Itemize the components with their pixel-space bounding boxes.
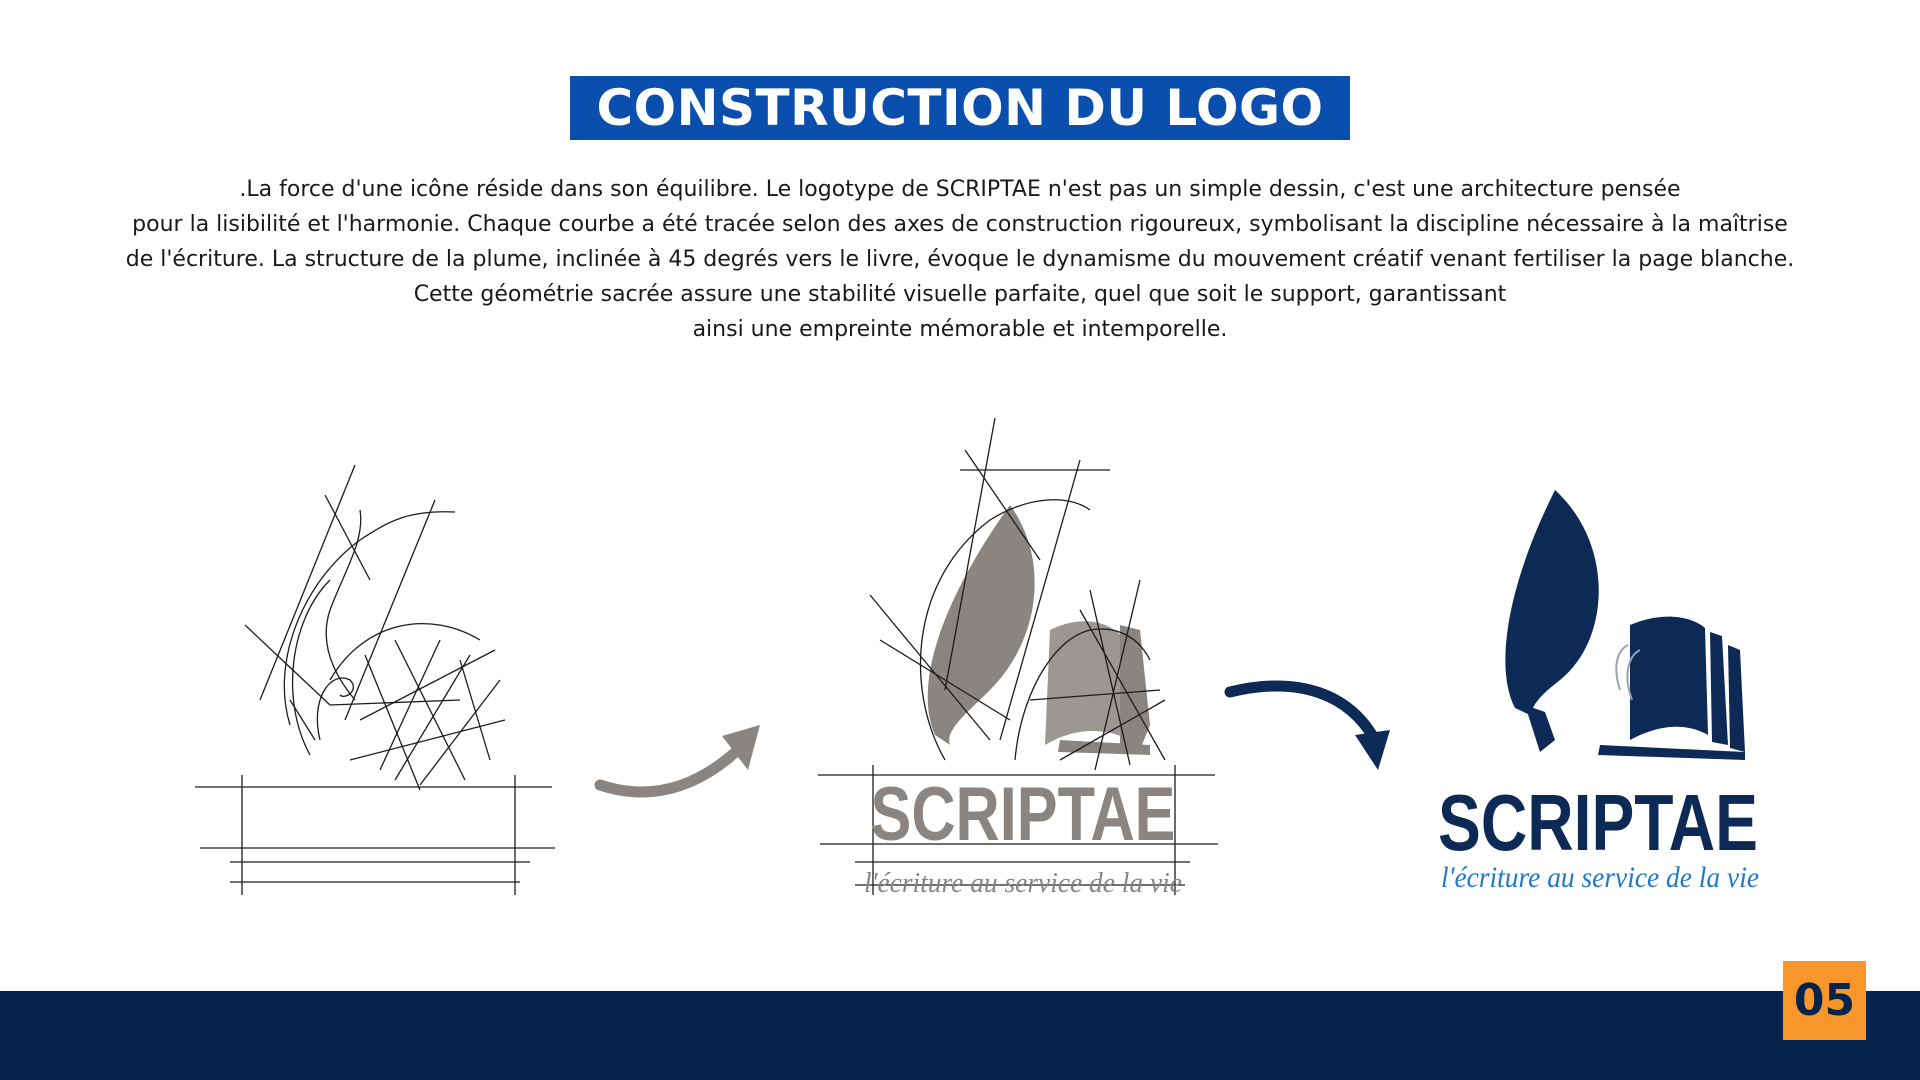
logo-wordmark: SCRIPTAE bbox=[1438, 778, 1758, 867]
page-number-badge: 05 bbox=[1783, 961, 1866, 1040]
arrow-right-icon bbox=[1230, 686, 1390, 770]
sketch-tagline: l'écriture au service de la vie bbox=[864, 868, 1182, 899]
page-title: CONSTRUCTION DU LOGO bbox=[570, 76, 1349, 140]
quill-icon bbox=[1505, 490, 1598, 752]
book-icon bbox=[1598, 617, 1745, 760]
sketch-wordmark: SCRIPTAE bbox=[870, 772, 1176, 857]
logo-tagline: l'écriture au service de la vie bbox=[1441, 861, 1759, 894]
sketch-stage-wireframe bbox=[195, 465, 555, 895]
intro-line: .La force d'une icône réside dans son équilibre. Le logotype de SCRIPTAE n'est pas un simple dessin, c'est une architecture pensée bbox=[239, 177, 1681, 202]
intro-line: ainsi une empreinte mémorable et intemporelle. bbox=[692, 317, 1228, 342]
arrow-right-icon bbox=[600, 725, 760, 792]
footer-band bbox=[0, 991, 1920, 1080]
sketch-stage-gray-logo bbox=[818, 418, 1218, 899]
intro-line: pour la lisibilité et l'harmonie. Chaque courbe a été tracée selon des axes de construction rigoureux, symbolisant la discipline nécessaire à la maîtrise bbox=[132, 212, 1788, 237]
intro-line: Cette géométrie sacrée assure une stabilité visuelle parfaite, quel que soit le support, garantissant bbox=[413, 282, 1507, 307]
final-logo bbox=[1438, 490, 1759, 894]
intro-line: de l'écriture. La structure de la plume, inclinée à 45 degrés vers le livre, évoque le dynamisme du mouvement créatif venant fertiliser la page blanche. bbox=[125, 247, 1795, 272]
